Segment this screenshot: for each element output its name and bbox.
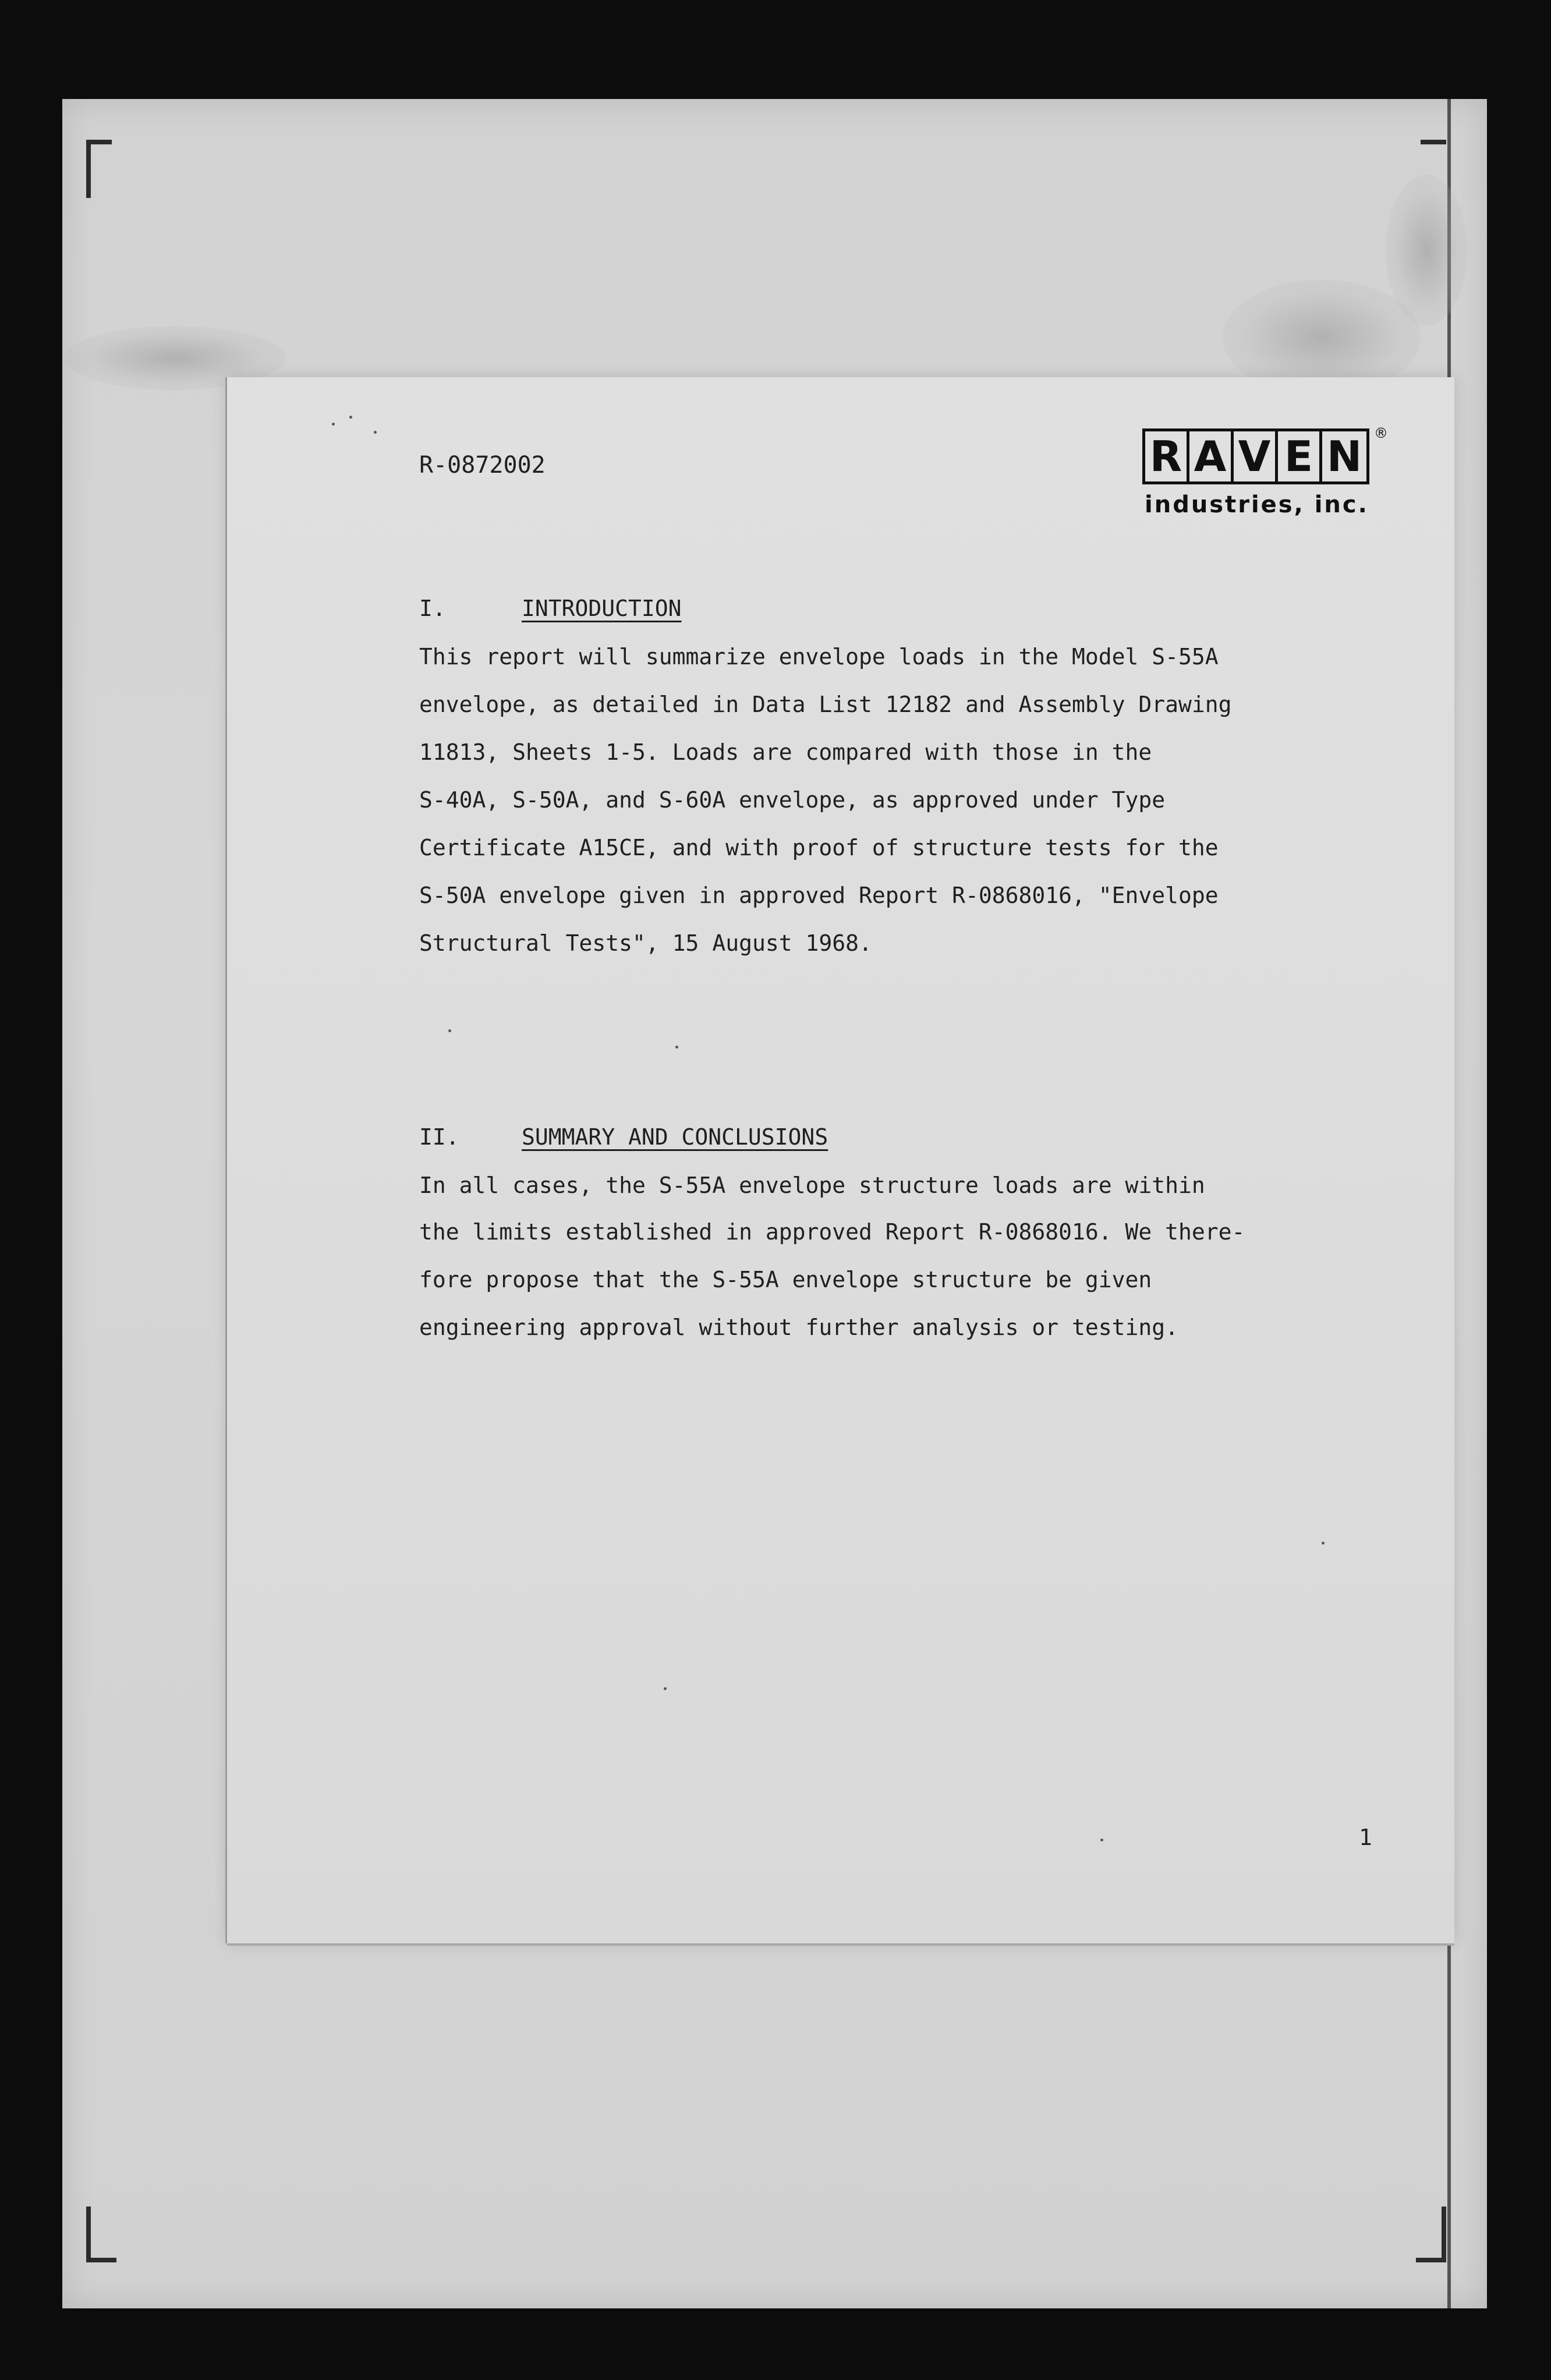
registered-mark-icon: ® [1374, 425, 1388, 441]
document-page [227, 377, 1454, 1943]
report-number: R-0872002 [419, 452, 546, 479]
scan-speck [374, 431, 377, 434]
paragraph-line: 11813, Sheets 1-5. Loads are compared with those in the [419, 739, 1152, 765]
page-number: 1 [1359, 1825, 1372, 1850]
logo-letter: V [1234, 431, 1278, 481]
logo-subtitle: industries, inc. [1145, 491, 1369, 518]
crop-mark-bottom-right [1442, 2207, 1446, 2262]
crop-mark-bottom-left [86, 2207, 91, 2262]
section-numeral: II. [419, 1124, 459, 1150]
paragraph-line: envelope, as detailed in Data List 12182 and Assembly Drawing [419, 692, 1232, 717]
paragraph-line: fore propose that the S-55A envelope structure be given [419, 1267, 1152, 1292]
section-heading-introduction [419, 596, 682, 621]
logo-letter: E [1278, 431, 1322, 481]
scan-speck [349, 416, 352, 419]
paragraph-line: Structural Tests", 15 August 1968. [419, 930, 872, 956]
paper-stain [1386, 175, 1467, 326]
section-title: SUMMARY AND CONCLUSIONS [522, 1124, 828, 1150]
section-numeral: I. [419, 596, 446, 621]
section-heading-summary [419, 1124, 828, 1150]
paragraph-line: the limits established in approved Report R-0868016. We there- [419, 1219, 1245, 1245]
paragraph-line: S-40A, S-50A, and S-60A envelope, as approved under Type [419, 787, 1166, 813]
paragraph-line: engineering approval without further analysis or testing. [419, 1315, 1179, 1340]
scan-speck [675, 1046, 678, 1049]
scan-speck [448, 1029, 451, 1032]
logo-letter: A [1189, 431, 1234, 481]
paragraph-line: Certificate A15CE, and with proof of structure tests for the [419, 835, 1219, 860]
logo-letter-box [1142, 428, 1369, 484]
scan-speck [1100, 1839, 1103, 1841]
logo-letter: R [1145, 431, 1189, 481]
paragraph-line: This report will summarize envelope loads in the Model S-55A [419, 644, 1219, 670]
scan-speck [332, 423, 335, 426]
scan-speck [1322, 1542, 1325, 1545]
raven-logo [1142, 425, 1393, 527]
paragraph-line: S-50A envelope given in approved Report R-0868016, "Envelope [419, 883, 1219, 908]
paragraph-line: In all cases, the S-55A envelope structure loads are within [419, 1173, 1205, 1198]
logo-letter: N [1326, 432, 1362, 481]
scan-speck [664, 1687, 667, 1690]
section-title: INTRODUCTION [522, 596, 682, 621]
crop-mark-top-left [86, 140, 91, 198]
crop-mark-top-right [1421, 140, 1446, 144]
